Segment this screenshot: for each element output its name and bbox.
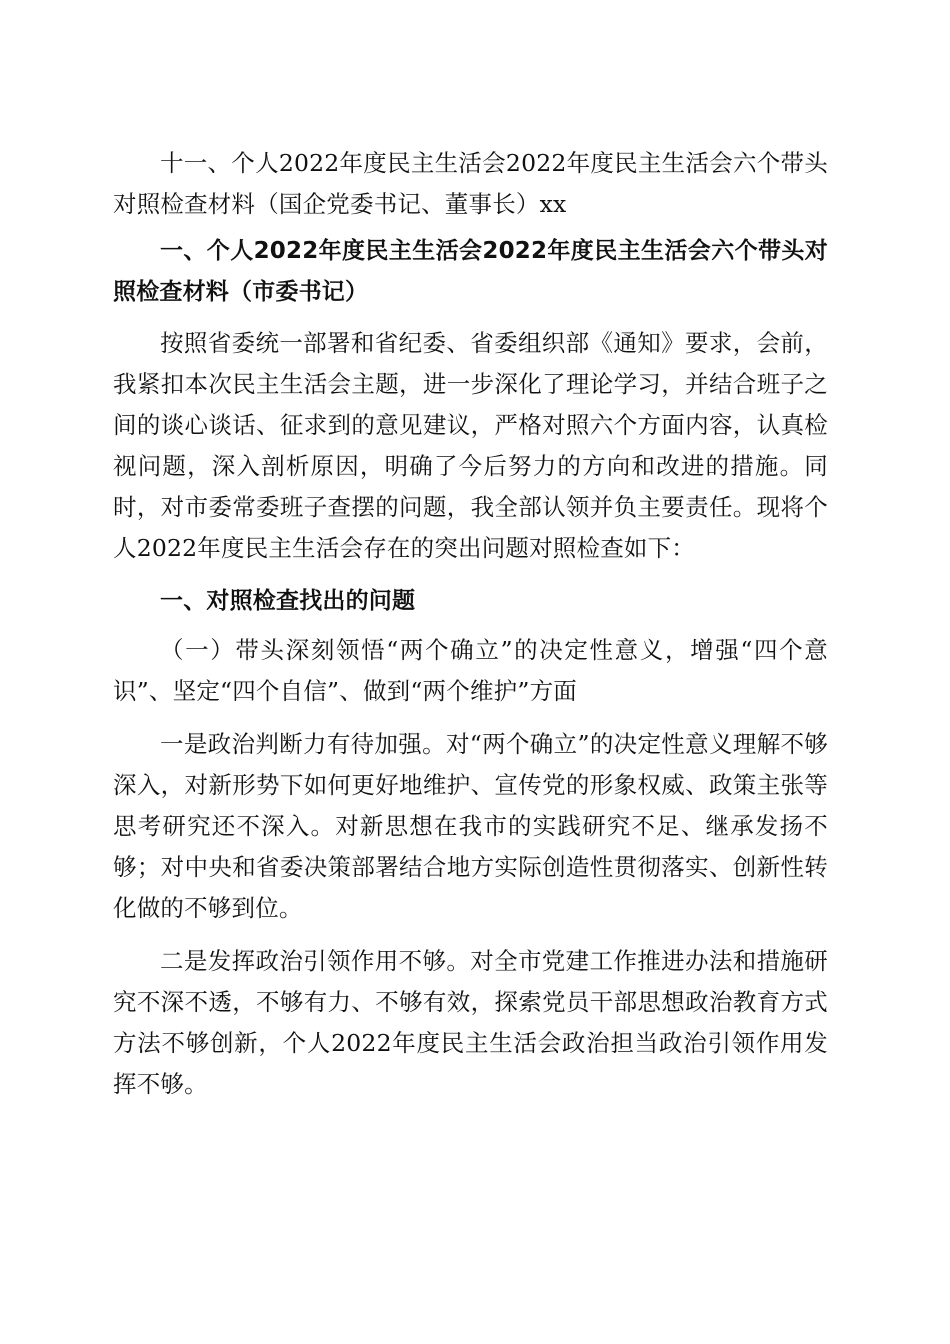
- point-paragraph-2: 二是发挥政治引领作用不够。对全市党建工作推进办法和措施研究不深不透，不够有力、不够有效，探索党员干部思想政治教育方式方法不够创新，个人2022年度民主生活会政治担当政治引领作用发挥不够。: [113, 947, 828, 1098]
- point-paragraph-1: 一是政治判断力有待加强。对“两个确立”的决定性意义理解不够深入，对新形势下如何更好地维护、宣传党的形象权威、政策主张等思考研究还不深入。对新思想在我市的实践研究不足、继承发扬不够；对中央和省委决策部署结合地方实际创造性贯彻落实、创新性转化做的不够到位。: [113, 730, 828, 922]
- section-heading-problems: 一、对照检查找出的问题: [160, 588, 416, 614]
- document-title: 十一、个人2022年度民主生活会2022年度民主生活会六个带头对照检查材料（国企党委书记、董事长）xx: [113, 149, 828, 218]
- intro-paragraph: 按照省委统一部署和省纪委、省委组织部《通知》要求，会前，我紧扣本次民主生活会主题，进一步深化了理论学习，并结合班子之间的谈心谈话、征求到的意见建议，严格对照六个方面内容，认真检视问题，深入剖析原因，明确了今后努力的方向和改进的措施。同时，对市委常委班子查摆的问题，我全部认领并负主要责任。现将个人2022年度民主生活会存在的突出问题对照检查如下：: [113, 329, 828, 562]
- main-heading: 一、个人2022年度民主生活会2022年度民主生活会六个带头对照检查材料（市委书记）: [113, 238, 828, 305]
- document-body: [113, 143, 828, 1109]
- subsection-heading-1: （一）带头深刻领悟“两个确立”的决定性意义，增强“四个意识”、坚定“四个自信”、做到“两个维护”方面: [113, 636, 828, 705]
